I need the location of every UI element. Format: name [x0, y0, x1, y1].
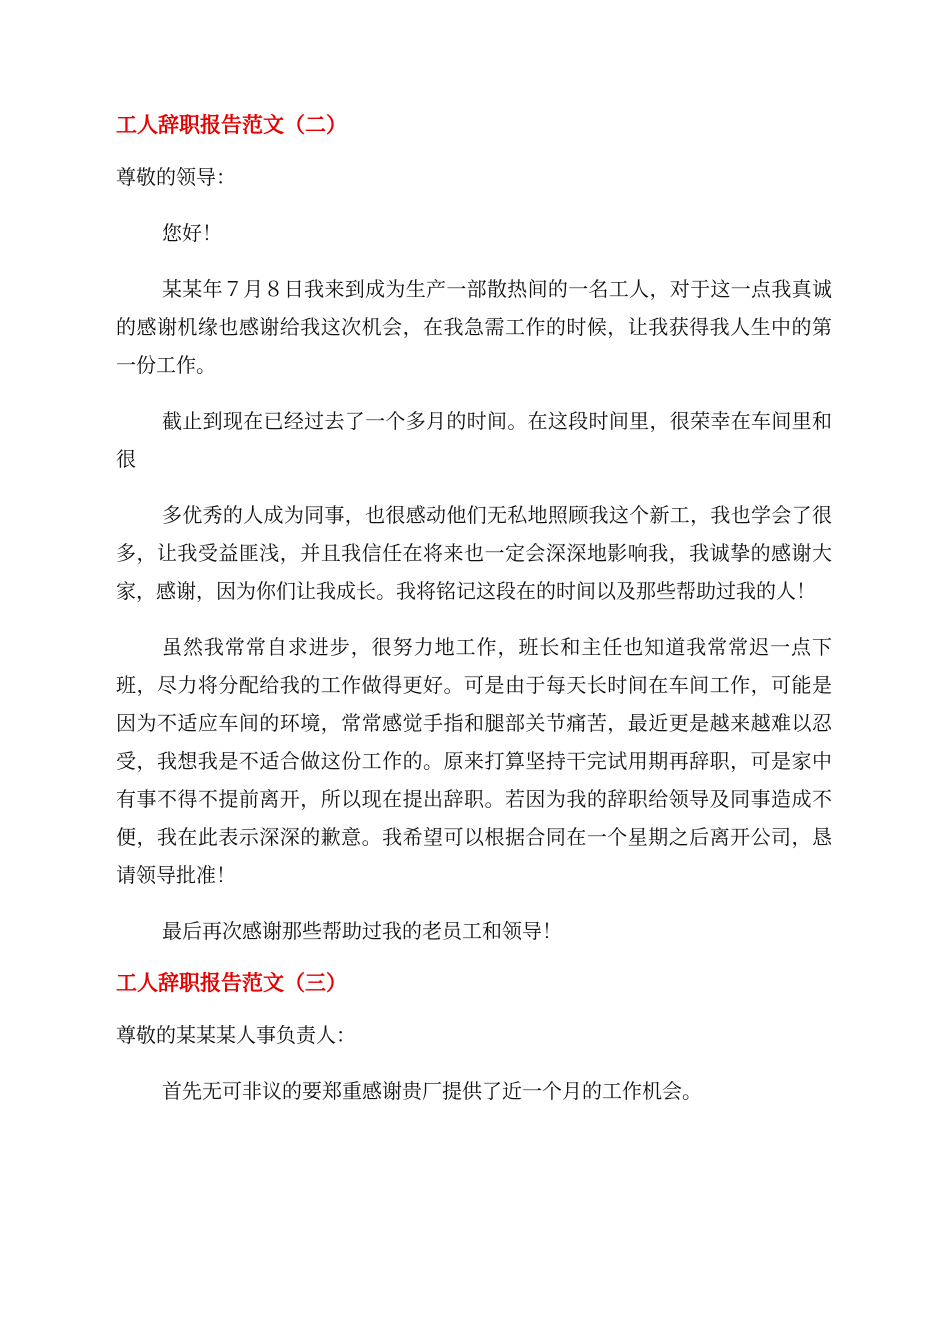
body-paragraph: 截止到现在已经过去了一个多月的时间。在这段时间里，很荣幸在车间里和很: [116, 409, 832, 471]
body-paragraph: 虽然我常常自求进步，很努力地工作，班长和主任也知道我常常迟一点下班，尽力将分配给我的工作做得更好。可是由于每天长时间在车间工作，可能是因为不适应车间的环境，常常感觉手指和腿部关节痛苦，最近更是越来越难以忍受，我想我是不适合做这份工作的。原来打算坚持干完试用期再辞职，可是家中有事不得不提前离开，所以现在提出辞职。若因为我的辞职给领导及同事造成不便，我在此表示深深的歉意。我希望可以根据合同在一个星期之后离开公司，恳请领导批准！: [116, 635, 832, 887]
salutation-2: 尊敬的领导：: [116, 165, 236, 189]
salutation-3: 尊敬的某某某人事负责人：: [116, 1023, 356, 1047]
greeting-paragraph: 您好！: [162, 221, 222, 245]
body-paragraph: 首先无可非议的要郑重感谢贵厂提供了近一个月的工作机会。: [162, 1079, 702, 1103]
closing-paragraph: 最后再次感谢那些帮助过我的老员工和领导！: [162, 919, 562, 943]
body-paragraph: 多优秀的人成为同事，也很感动他们无私地照顾我这个新工，我也学会了很多，让我受益匪浅，并且我信任在将来也一定会深深地影响我，我诚挚的感谢大家，感谢，因为你们让我成长。我将铭记这段在的时间以及那些帮助过我的人！: [116, 503, 832, 603]
body-paragraph: 某某年７月８日我来到成为生产一部散热间的一名工人，对于这一点我真诚的感谢机缘也感谢给我这次机会，在我急需工作的时候，让我获得我人生中的第一份工作。: [116, 277, 832, 377]
document-body: [116, 110, 832, 1110]
section-heading-3: 工人辞职报告范文（三）: [116, 971, 347, 995]
section-heading-2: 工人辞职报告范文（二）: [116, 113, 347, 137]
